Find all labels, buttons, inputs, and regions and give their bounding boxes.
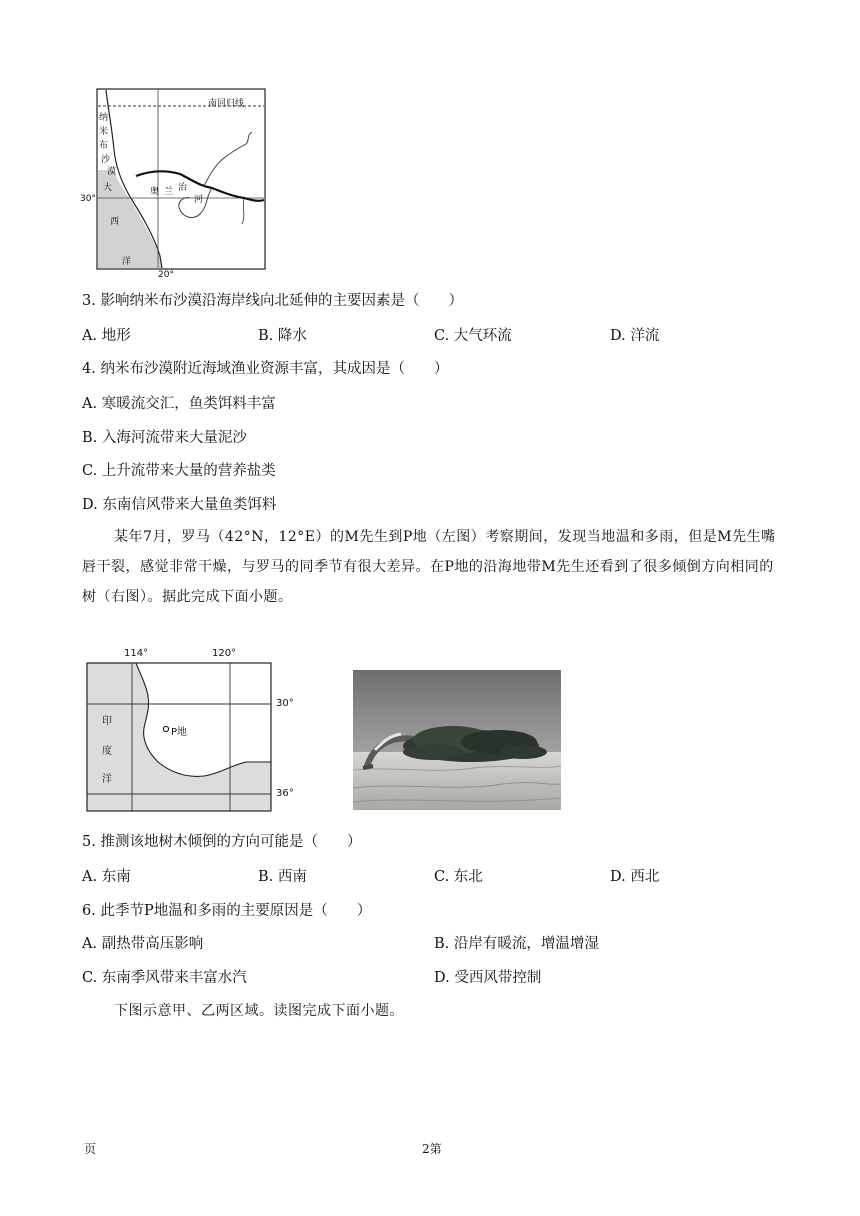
question-4-option-b: B. 入海河流带来大量泥沙 [82, 430, 247, 446]
river-label-4: 河 [194, 195, 204, 205]
question-6-option-b: B. 沿岸有暖流，增温增湿 [434, 936, 599, 952]
indian-ocean-label-3: 洋 [102, 774, 112, 785]
question-6-option-c: C. 东南季风带来丰富水汽 [82, 970, 247, 986]
namib-label-4: 沙 [101, 155, 111, 165]
question-6-option-d: D. 受西风带控制 [434, 970, 542, 986]
indian-ocean-label-1: 印 [102, 716, 112, 727]
question-3-option-c: C. 大气环流 [434, 328, 512, 344]
question-4-option-c: C. 上升流带来大量的营养盐类 [82, 463, 276, 479]
question-5-option-a: A. 东南 [82, 869, 131, 885]
question-5-stem: 5. 推测该地树木倾倒的方向可能是（ ） [82, 834, 362, 850]
p-place-label: P地 [171, 727, 188, 738]
map2-lat-label-30: 30° [276, 698, 294, 709]
ocean-label-3: 洋 [122, 257, 132, 267]
passage-text [82, 522, 782, 612]
map2-lon-label-120: 120° [212, 648, 237, 659]
question-4-option-a: A. 寒暖流交汇，鱼类饵料丰富 [82, 396, 276, 412]
ocean-label-1: 大 [103, 183, 113, 193]
question-3-option-b: B. 降水 [258, 328, 307, 344]
footer-left: 页 [84, 1142, 97, 1156]
map2-lat-label-36: 36° [276, 788, 294, 799]
footer-page-number: 2第 [422, 1142, 442, 1156]
leaning-tree-photo-drawing [353, 670, 561, 810]
namib-map [96, 88, 266, 270]
p-area-map [86, 662, 272, 812]
question-5-option-b: B. 西南 [258, 869, 307, 885]
leaning-tree-photo [353, 670, 561, 810]
river-label-2: 兰 [164, 187, 174, 197]
map1-lon-label: 20° [158, 270, 174, 280]
question-5-option-c: C. 东北 [434, 869, 483, 885]
question-5-option-d: D. 西北 [610, 869, 660, 885]
map2-lon-label-114: 114° [124, 648, 149, 659]
question-6-stem: 6. 此季节P地温和多雨的主要原因是（ ） [82, 903, 372, 919]
next-section-intro: 下图示意甲、乙两区域。读图完成下面小题。 [114, 1003, 404, 1019]
ocean-label-2: 西 [110, 217, 120, 227]
river-label-3: 治 [178, 183, 188, 193]
namib-label-2: 米 [99, 127, 109, 137]
question-3-stem: 3. 影响纳米布沙漠沿海岸线向北延伸的主要因素是（ ） [82, 293, 463, 309]
question-3-option-d: D. 洋流 [610, 328, 660, 344]
question-3-option-a: A. 地形 [82, 328, 131, 344]
namib-label-1: 纳 [99, 113, 109, 123]
question-4-stem: 4. 纳米布沙漠附近海域渔业资源丰富，其成因是（ ） [82, 361, 449, 377]
namib-label-5: 漠 [107, 167, 117, 177]
namib-label-3: 布 [99, 141, 109, 151]
tropic-label: 南回归线 [208, 99, 245, 109]
river-label-1: 奥 [150, 187, 160, 197]
map1-lat-label: 30° [80, 194, 96, 204]
question-4-option-d: D. 东南信风带来大量鱼类饵料 [82, 497, 277, 513]
indian-ocean-label-2: 度 [102, 746, 112, 757]
namib-map-drawing [96, 88, 266, 270]
question-6-option-a: A. 副热带高压影响 [82, 936, 204, 952]
passage-text-body: 某年7月，罗马（42°N，12°E）的M先生到P地（左图）考察期间，发现当地温和多雨，但是M先生嘴唇干裂，感觉非常干燥，与罗马的同季节有很大差异。在P地的沿海地带M先生还看到了很多倾倒方向相同的树（右图）。据此完成下面小题。 [82, 529, 776, 605]
